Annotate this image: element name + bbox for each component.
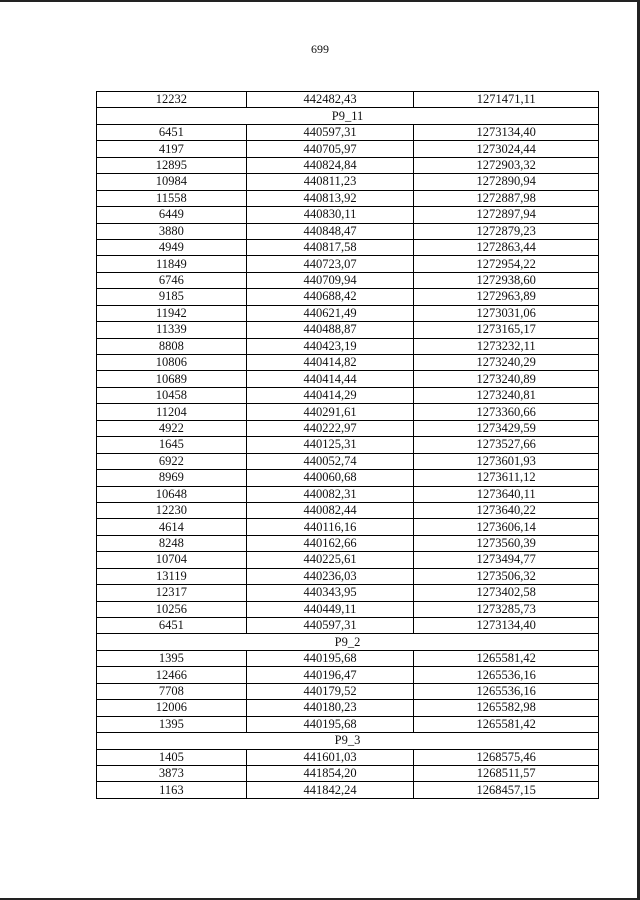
y-coordinate-cell: 1273640,22 [414,502,599,518]
x-coordinate-cell: 440291,61 [246,404,414,420]
table-row [97,437,599,453]
x-coordinate-cell: 440848,47 [246,223,414,239]
point-number-cell: 11204 [97,404,247,420]
y-coordinate-cell: 1273611,12 [414,470,599,486]
point-number-cell: 8969 [97,470,247,486]
table-row [97,190,599,206]
table-row [97,601,599,617]
x-coordinate-cell: 440060,68 [246,470,414,486]
y-coordinate-cell: 1273134,40 [414,124,599,140]
y-coordinate-cell: 1273606,14 [414,519,599,535]
point-number-cell: 1163 [97,782,247,798]
x-coordinate-cell: 440688,42 [246,289,414,305]
x-coordinate-cell: 440811,23 [246,174,414,190]
table-row [97,322,599,338]
y-coordinate-cell: 1271471,11 [414,92,599,108]
point-number-cell: 12317 [97,585,247,601]
x-coordinate-cell: 440817,58 [246,239,414,255]
x-coordinate-cell: 440488,87 [246,322,414,338]
point-number-cell: 3880 [97,223,247,239]
table-row [97,207,599,223]
point-number-cell: 1395 [97,650,247,666]
x-coordinate-cell: 440414,29 [246,387,414,403]
x-coordinate-cell: 442482,43 [246,92,414,108]
section-label: Р9_11 [97,108,599,124]
y-coordinate-cell: 1273527,66 [414,437,599,453]
y-coordinate-cell: 1273285,73 [414,601,599,617]
table-row [97,272,599,288]
y-coordinate-cell: 1273560,39 [414,535,599,551]
y-coordinate-cell: 1272954,22 [414,256,599,272]
x-coordinate-cell: 440082,31 [246,486,414,502]
x-coordinate-cell: 440195,68 [246,716,414,732]
point-number-cell: 6449 [97,207,247,223]
y-coordinate-cell: 1268511,57 [414,765,599,781]
x-coordinate-cell: 440723,07 [246,256,414,272]
x-coordinate-cell: 440225,61 [246,552,414,568]
y-coordinate-cell: 1265582,98 [414,700,599,716]
x-coordinate-cell: 440830,11 [246,207,414,223]
point-number-cell: 4922 [97,420,247,436]
table-row [97,650,599,666]
x-coordinate-cell: 441842,24 [246,782,414,798]
table-row [97,453,599,469]
table-row [97,486,599,502]
y-coordinate-cell: 1273601,93 [414,453,599,469]
point-number-cell: 10806 [97,355,247,371]
point-number-cell: 6746 [97,272,247,288]
y-coordinate-cell: 1273134,40 [414,618,599,634]
y-coordinate-cell: 1273494,77 [414,552,599,568]
x-coordinate-cell: 440180,23 [246,700,414,716]
table-row [97,470,599,486]
x-coordinate-cell: 440052,74 [246,453,414,469]
table-row [97,749,599,765]
x-coordinate-cell: 440343,95 [246,585,414,601]
x-coordinate-cell: 440125,31 [246,437,414,453]
y-coordinate-cell: 1265581,42 [414,716,599,732]
x-coordinate-cell: 440162,66 [246,535,414,551]
point-number-cell: 7708 [97,683,247,699]
y-coordinate-cell: 1268457,15 [414,782,599,798]
x-coordinate-cell: 440705,97 [246,141,414,157]
y-coordinate-cell: 1273240,29 [414,355,599,371]
x-coordinate-cell: 440116,16 [246,519,414,535]
table-row [97,420,599,436]
y-coordinate-cell: 1265536,16 [414,683,599,699]
x-coordinate-cell: 440222,97 [246,420,414,436]
x-coordinate-cell: 440621,49 [246,305,414,321]
point-number-cell: 3873 [97,765,247,781]
table-row [97,174,599,190]
x-coordinate-cell: 440236,03 [246,568,414,584]
point-number-cell: 10984 [97,174,247,190]
x-coordinate-cell: 440179,52 [246,683,414,699]
table-row [97,387,599,403]
table-row [97,667,599,683]
y-coordinate-cell: 1265581,42 [414,650,599,666]
coordinates-table [96,91,599,799]
x-coordinate-cell: 440813,92 [246,190,414,206]
section-label: Р9_2 [97,634,599,650]
table-row [97,124,599,140]
point-number-cell: 4614 [97,519,247,535]
x-coordinate-cell: 440709,94 [246,272,414,288]
point-number-cell: 6922 [97,453,247,469]
table-row [97,552,599,568]
x-coordinate-cell: 440423,19 [246,338,414,354]
y-coordinate-cell: 1272863,44 [414,239,599,255]
point-number-cell: 9185 [97,289,247,305]
y-coordinate-cell: 1272879,23 [414,223,599,239]
x-coordinate-cell: 441854,20 [246,765,414,781]
table-row [97,338,599,354]
y-coordinate-cell: 1272903,32 [414,157,599,173]
x-coordinate-cell: 440196,47 [246,667,414,683]
point-number-cell: 10458 [97,387,247,403]
table-row [97,371,599,387]
y-coordinate-cell: 1273024,44 [414,141,599,157]
y-coordinate-cell: 1273360,66 [414,404,599,420]
point-number-cell: 8248 [97,535,247,551]
point-number-cell: 12895 [97,157,247,173]
table-row [97,535,599,551]
point-number-cell: 11339 [97,322,247,338]
point-number-cell: 12466 [97,667,247,683]
point-number-cell: 4197 [97,141,247,157]
y-coordinate-cell: 1273031,06 [414,305,599,321]
table-row [97,568,599,584]
point-number-cell: 1395 [97,716,247,732]
x-coordinate-cell: 440082,44 [246,502,414,518]
scan-edge-top [0,0,640,2]
point-number-cell: 10648 [97,486,247,502]
point-number-cell: 10689 [97,371,247,387]
point-number-cell: 10256 [97,601,247,617]
point-number-cell: 11942 [97,305,247,321]
y-coordinate-cell: 1265536,16 [414,667,599,683]
x-coordinate-cell: 441601,03 [246,749,414,765]
point-number-cell: 8808 [97,338,247,354]
table-row [97,256,599,272]
point-number-cell: 6451 [97,618,247,634]
section-header-row [97,733,599,749]
x-coordinate-cell: 440414,82 [246,355,414,371]
table-row [97,92,599,108]
point-number-cell: 11558 [97,190,247,206]
y-coordinate-cell: 1272890,94 [414,174,599,190]
table-row [97,305,599,321]
table-row [97,700,599,716]
point-number-cell: 10704 [97,552,247,568]
y-coordinate-cell: 1273640,11 [414,486,599,502]
x-coordinate-cell: 440449,11 [246,601,414,617]
x-coordinate-cell: 440597,31 [246,124,414,140]
table-row [97,355,599,371]
y-coordinate-cell: 1272963,89 [414,289,599,305]
point-number-cell: 1405 [97,749,247,765]
point-number-cell: 1645 [97,437,247,453]
point-number-cell: 4949 [97,239,247,255]
table-row [97,519,599,535]
y-coordinate-cell: 1272897,94 [414,207,599,223]
section-label: Р9_3 [97,733,599,749]
page-number: 699 [311,42,329,56]
point-number-cell: 12230 [97,502,247,518]
point-number-cell: 13119 [97,568,247,584]
point-number-cell: 11849 [97,256,247,272]
table-row [97,782,599,798]
table-row [97,585,599,601]
x-coordinate-cell: 440414,44 [246,371,414,387]
y-coordinate-cell: 1268575,46 [414,749,599,765]
x-coordinate-cell: 440824,84 [246,157,414,173]
y-coordinate-cell: 1273240,89 [414,371,599,387]
table-row [97,141,599,157]
table-row [97,716,599,732]
table-row [97,157,599,173]
table-row [97,502,599,518]
point-number-cell: 12006 [97,700,247,716]
point-number-cell: 6451 [97,124,247,140]
table-row [97,289,599,305]
table-row [97,618,599,634]
table-row [97,765,599,781]
x-coordinate-cell: 440597,31 [246,618,414,634]
y-coordinate-cell: 1273429,59 [414,420,599,436]
y-coordinate-cell: 1273232,11 [414,338,599,354]
coordinates-table-body [97,92,599,799]
table-row [97,404,599,420]
y-coordinate-cell: 1272887,98 [414,190,599,206]
table-row [97,239,599,255]
y-coordinate-cell: 1273165,17 [414,322,599,338]
section-header-row [97,108,599,124]
y-coordinate-cell: 1273240,81 [414,387,599,403]
section-header-row [97,634,599,650]
table-row [97,683,599,699]
x-coordinate-cell: 440195,68 [246,650,414,666]
y-coordinate-cell: 1273402,58 [414,585,599,601]
point-number-cell: 12232 [97,92,247,108]
table-row [97,223,599,239]
y-coordinate-cell: 1273506,32 [414,568,599,584]
y-coordinate-cell: 1272938,60 [414,272,599,288]
